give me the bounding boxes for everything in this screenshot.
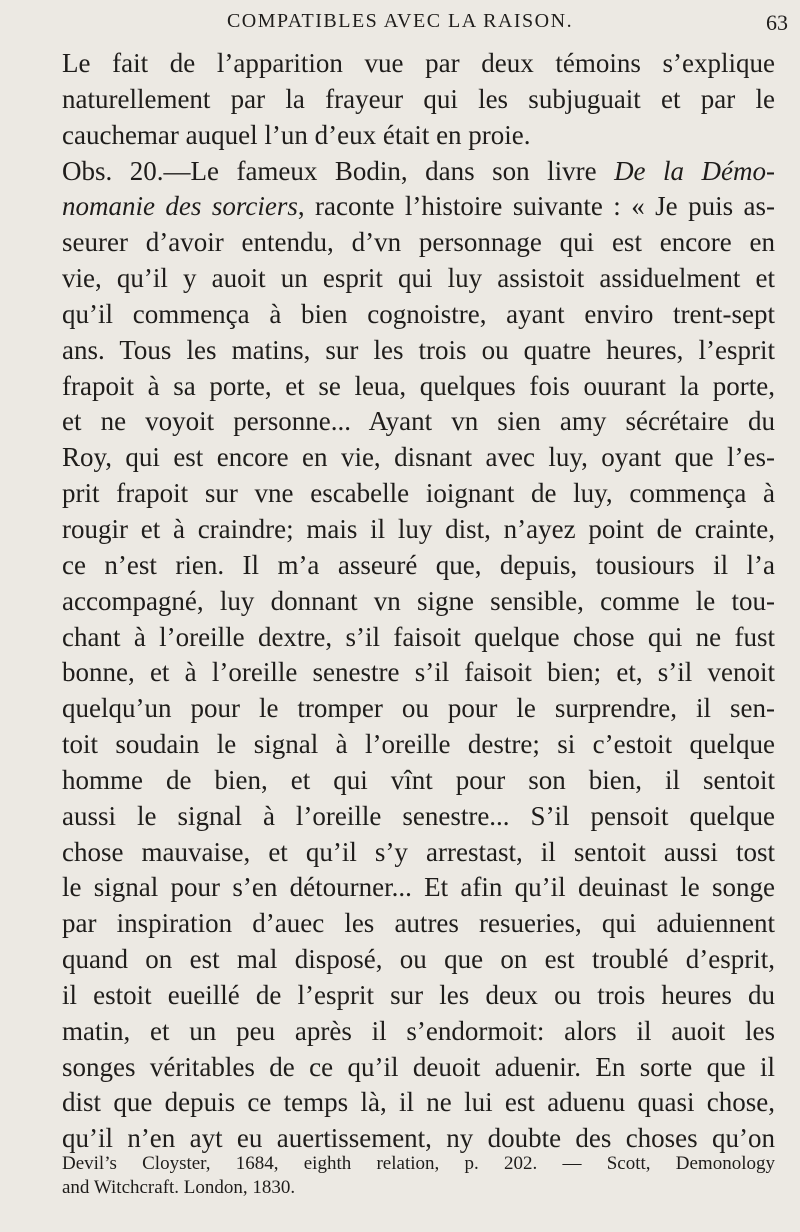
footnote-line: and Witchcraft. London, 1830.: [62, 1177, 296, 1198]
text-line: bonne, et à l’oreille senestre s’il faisoit bien; et, s’il venoit: [62, 657, 775, 688]
text-line: qu’il commença à bien cognoistre, ayant enviro trent-sept: [62, 298, 775, 329]
text-line: prit frapoit sur vne escabelle ioignant de luy, commença à: [62, 478, 775, 509]
text-line: chant à l’oreille dextre, s’il faisoit quelque chose qui ne fust: [62, 621, 775, 652]
text-line: songes véritables de ce qu’il deuoit aduenir. En sorte que il: [62, 1051, 775, 1082]
text-line: naturellement par la frayeur qui les subjuguait et par le: [62, 83, 775, 114]
text-line: homme de bien, et qui vînt pour son bien, il sentoit: [62, 764, 775, 795]
text-line: cauchemar auquel l’un d’eux était en proie.: [62, 119, 531, 150]
running-title: COMPATIBLES AVEC LA RAISON.: [226, 10, 574, 32]
text-line: Le fait de l’apparition vue par deux témoins s’explique: [62, 48, 775, 78]
text-line: accompagné, luy donnant vn signe sensible, comme le tou-: [62, 585, 775, 616]
text-line: et ne voyoit personne... Ayant vn sien amy sécrétaire du: [62, 406, 775, 437]
text-line: qu’il n’en ayt eu auertissement, ny doubte des choses qu’on: [62, 1123, 775, 1154]
text-line: frapoit à sa porte, et se leua, quelques fois ouurant la porte,: [62, 370, 775, 401]
observation-intro: Obs. 20.—Le fameux Bodin, dans son livre: [62, 155, 615, 186]
page-header: [0, 4, 800, 40]
page-number: 63: [766, 10, 788, 35]
text-fragment: , raconte l’histoire suivante : « Je puis as-: [297, 191, 775, 222]
text-line: aussi le signal à l’oreille senestre... S’il pensoit quelque: [62, 800, 775, 831]
text-line: par inspiration d’auec les autres resueries, qui aduiennent: [62, 908, 775, 939]
text-line: chose mauvaise, et qu’il s’y arrestast, il sentoit aussi tost: [62, 836, 775, 867]
text-line: matin, et un peu après il s’endormoit: alors il auoit les: [62, 1015, 775, 1046]
text-line: Roy, qui est encore en vie, disnant avec luy, oyant que l’es-: [62, 442, 775, 473]
text-line: ce n’est rien. Il m’a asseuré que, depuis, tousiours il l’a: [62, 549, 775, 580]
text-line: il estoit eueillé de l’esprit sur les deux ou trois heures du: [62, 979, 775, 1010]
footnote-line: Devil’s Cloyster, 1684, eighth relation, p. 202. — Scott, Demonology: [62, 1153, 775, 1174]
text-line: le signal pour s’en détourner... Et afin qu’il deuinast le songe: [62, 872, 775, 903]
body-text: [62, 46, 775, 1157]
text-line: quelqu’un pour le tromper ou pour le surprendre, il sen-: [62, 693, 775, 724]
book-title-continued: nomanie des sorciers: [62, 191, 298, 222]
text-line: toit soudain le signal à l’oreille destre; si c’estoit quelque: [62, 729, 775, 760]
text-line: [62, 154, 775, 190]
text-line: ans. Tous les matins, sur les trois ou quatre heures, l’esprit: [62, 334, 775, 365]
text-line: rougir et à craindre; mais il luy dist, n’ayez point de crainte,: [62, 513, 775, 544]
book-title: De la Démo-: [614, 155, 775, 186]
text-line: dist que depuis ce temps là, il ne lui est aduenu quasi chose,: [62, 1087, 775, 1118]
text-line: seurer d’avoir entendu, d’vn personnage qui est encore en: [62, 227, 775, 258]
footnote: [62, 1152, 775, 1200]
text-line: vie, qu’il y auoit un esprit qui luy assistoit assiduelment et: [62, 263, 775, 294]
text-line: [62, 189, 775, 225]
text-line: quand on est mal disposé, ou que on est troublé d’esprit,: [62, 944, 775, 975]
